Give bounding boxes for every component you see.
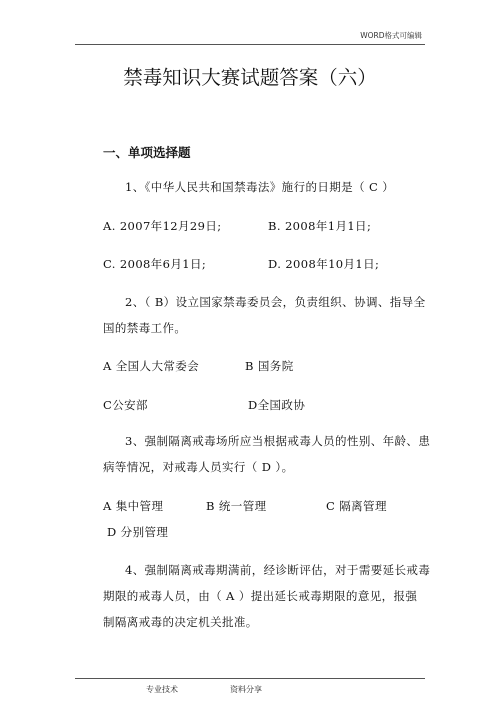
footer-rule <box>75 678 425 679</box>
question-2-option-d: D全国政协 <box>248 398 306 412</box>
page-header-text: WORD格式可编辑 <box>360 31 422 40</box>
question-2-option-c: C公安部 <box>103 398 148 412</box>
question-4-stem-line-1: 4、强制隔离戒毒期满前，经诊断评估，对于需要延长戒毒 <box>125 563 431 577</box>
question-1-option-b: B. 2008年1月1日; <box>268 219 372 233</box>
question-1-stem: 1、《中华人民共和国禁毒法》施行的日期是（ C ） <box>125 180 395 194</box>
question-3-stem-line-1: 3、强制隔离戒毒场所应当根据戒毒人员的性别、年龄、患 <box>125 434 431 448</box>
footer-left-text: 专业技术 <box>146 685 178 694</box>
question-1-option-d: D. 2008年10月1日; <box>268 257 380 271</box>
section-heading: 一、单项选择题 <box>103 145 191 160</box>
question-4-stem-line-3: 制隔离戒毒的决定机关批准。 <box>103 615 258 629</box>
question-3-option-b: B 统一管理 <box>206 499 267 513</box>
question-2-option-b: B 国务院 <box>245 359 294 373</box>
question-3-stem-line-2: 病等情况，对戒毒人员实行（ D ）。 <box>103 460 294 474</box>
footer-right-text: 资料分享 <box>230 685 262 694</box>
question-2-option-a: A 全国人大常委会 <box>103 359 200 373</box>
question-3-option-d: D 分别管理 <box>107 525 169 539</box>
question-4-stem-line-2: 期限的戒毒人员，由（ A ）提出延长戒毒期限的意见，报强 <box>103 589 418 603</box>
question-3-option-a: A 集中管理 <box>103 499 164 513</box>
header-rule <box>75 44 425 45</box>
document-title: 禁毒知识大赛试题答案（六） <box>123 66 377 89</box>
question-1-option-c: C. 2008年6月1日; <box>103 257 207 271</box>
question-2-stem-line-2: 国的禁毒工作。 <box>103 321 187 335</box>
question-1-option-a: A. 2007年12月29日; <box>103 219 222 233</box>
question-2-stem-line-1: 2、（ B）设立国家禁毒委员会，负责组织、协调、指导全 <box>125 295 426 309</box>
question-3-option-c: C 隔离管理 <box>326 499 387 513</box>
